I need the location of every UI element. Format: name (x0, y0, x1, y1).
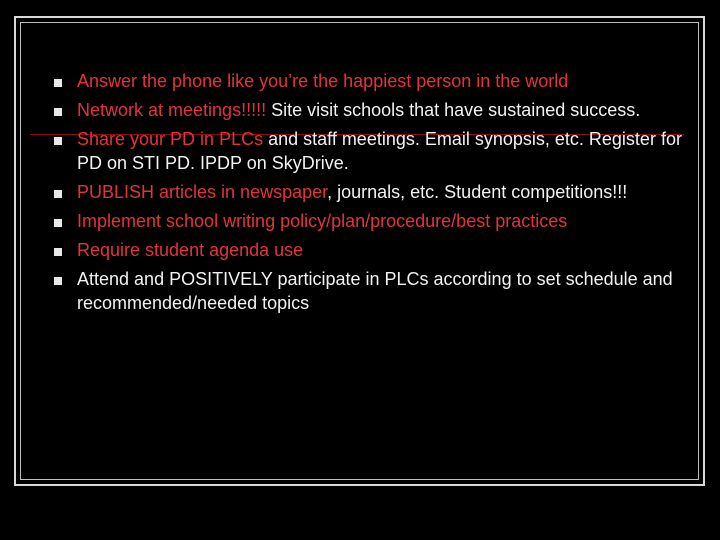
bullet-item (52, 180, 682, 204)
bullet-item (52, 98, 682, 122)
bullet-item (52, 267, 682, 315)
bullet-item (52, 69, 682, 93)
bullet-text-highlight: Share your PD in PLCs (77, 129, 264, 149)
bullet-text-highlight: PUBLISH articles in newspaper (77, 182, 328, 202)
bullet-text: and staff meetings. Email synopsis, etc. Register for PD on STI PD. IPDP on SkyDrive. (77, 129, 682, 173)
bullet-text: Implement school writing policy/plan/procedure/best practices (77, 211, 568, 231)
bullet-text-highlight: Network at meetings!!!!! (77, 100, 272, 120)
bullet-text: Site visit schools that have sustained success. (271, 100, 641, 120)
square-bullet-icon (54, 108, 62, 116)
bullet-item (52, 209, 682, 233)
bullet-text: Attend and POSITIVELY participate in PLCs according to set schedule and recommended/needed topics (77, 269, 673, 313)
bullet-text: , journals, etc. Student competitions!!! (327, 182, 628, 202)
square-bullet-icon (54, 277, 62, 285)
bullet-text: Require student agenda use (77, 240, 304, 260)
bullet-item (52, 238, 682, 262)
bullet-item (52, 127, 682, 175)
bullet-list (52, 69, 682, 315)
square-bullet-icon (54, 137, 62, 145)
square-bullet-icon (54, 79, 62, 87)
square-bullet-icon (54, 248, 62, 256)
square-bullet-icon (54, 190, 62, 198)
square-bullet-icon (54, 219, 62, 227)
bullet-text: Answer the phone like you’re the happiest person in the world (77, 71, 569, 91)
